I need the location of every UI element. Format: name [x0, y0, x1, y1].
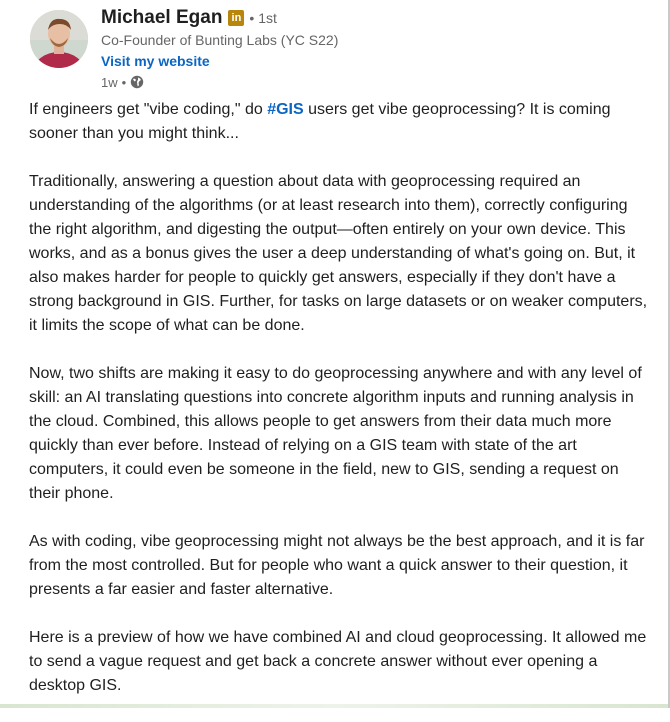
post-paragraph-5: Here is a preview of how we have combined AI and cloud geoprocessing. It allowed me to send a vague request and get back a concrete answer without ever opening a desktop GIS.: [29, 629, 647, 694]
post-body: [29, 98, 654, 722]
media-preview-edge: [0, 704, 668, 708]
avatar-photo: [30, 10, 88, 68]
author-name[interactable]: Michael Egan: [101, 7, 223, 28]
post-paragraph-2: Traditionally, answering a question about data with geoprocessing required an understanding of the algorithms (or at least research into them), correctly configuring the right algorithm, and digesting the output—often entirely on your own device. This works, and as a bonus gives the user a deep understanding of what's going on. But, it also makes harder for people to quickly get answers, especially if they don't have a strong background in GIS. Further, for tasks on large datasets or on weaker computers, it limits the scope of what can be done.: [29, 173, 648, 334]
avatar[interactable]: [30, 10, 88, 68]
post-paragraph-4: As with coding, vibe geoprocessing might not always be the best approach, and it is far from the most controlled. But for people who want a quick answer to their question, it presents a far easier and faster alternative.: [29, 533, 645, 598]
name-row: [101, 6, 338, 30]
visit-website-link[interactable]: Visit my website: [101, 53, 210, 69]
post-text: users get vibe geoprocessing? It is coming sooner than you might think...: [29, 101, 611, 142]
post-paragraph-3: Now, two shifts are making it easy to do geoprocessing anywhere and with any level of skill: an AI translating questions into concrete algorithm inputs and running analysis in the cloud. Combined, this allows people to get answers from their data much more quickly than ever before. Instead of relying on a GIS team with state of the art computers, it could even be someone in the field, new to GIS, sending a request on their phone.: [29, 365, 642, 502]
linkedin-premium-icon: in: [228, 10, 244, 26]
post-text: If engineers get "vibe coding," do: [29, 101, 268, 118]
globe-icon: [130, 75, 144, 89]
post-meta: [101, 73, 338, 91]
meta-separator: •: [121, 74, 127, 90]
author-headline: Co-Founder of Bunting Labs (YC S22): [101, 32, 339, 48]
post-time: 1w: [101, 74, 118, 90]
post-header: [101, 6, 338, 91]
post-paragraph-1: [29, 98, 654, 146]
connection-degree: • 1st: [249, 10, 277, 26]
hashtag-gis-link[interactable]: #GIS: [267, 101, 304, 118]
